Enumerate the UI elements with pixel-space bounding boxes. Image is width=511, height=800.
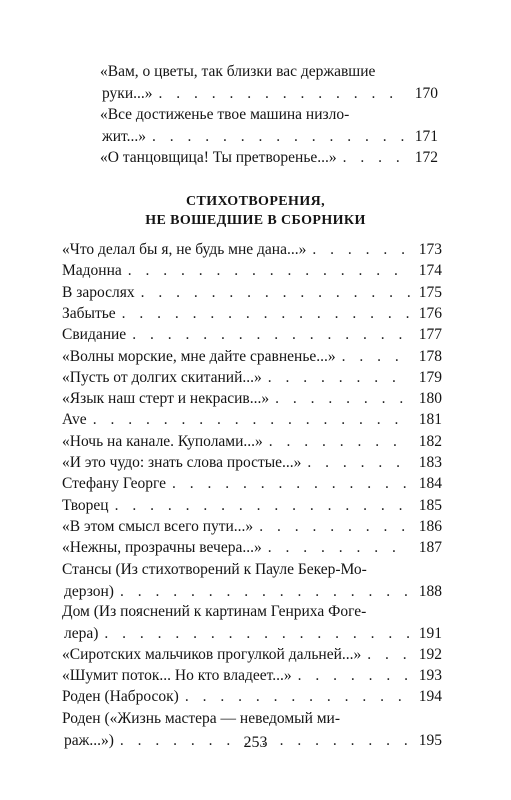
entry-title-line: Творец — [62, 496, 109, 514]
toc-entry — [62, 516, 442, 538]
entry-title-line: «И это чудо: знать слова простые...» — [62, 454, 302, 471]
entry-page-number: 170 — [414, 85, 438, 102]
entry-title-line: «В этом смысл всего пути...» — [62, 517, 254, 535]
leader-dots — [268, 537, 410, 559]
toc-entry — [100, 147, 438, 169]
entry-title-line: Стансы (Из стихотворений к Пауле Бекер-Мо- — [62, 560, 367, 578]
leader-dots — [298, 665, 410, 687]
leader-dots — [269, 431, 410, 453]
toc-entry — [100, 104, 438, 148]
leader-dots — [275, 388, 410, 410]
toc-entry — [62, 409, 442, 431]
entry-title-line: В зарослях — [62, 283, 135, 301]
entry-page-number: 172 — [414, 149, 438, 166]
toc-entry — [62, 495, 442, 517]
toc-entry — [62, 601, 442, 645]
toc-entry — [62, 388, 442, 410]
section-heading-line-1: СТИХОТВОРЕНИЯ, — [185, 194, 326, 209]
leader-dots — [104, 623, 410, 645]
entry-page-number: 171 — [414, 128, 438, 145]
toc-entry — [62, 282, 442, 304]
entry-title-line: лера) — [64, 625, 99, 643]
leader-dots — [141, 282, 410, 304]
leader-dots — [172, 473, 410, 495]
entry-title-line: «Сиротских мальчиков прогулкой дальней...» — [62, 645, 362, 663]
section-heading-line-2: НЕ ВОШЕДШИЕ В СБОРНИКИ — [145, 213, 366, 228]
leader-dots — [268, 367, 410, 389]
entry-page-number: 185 — [418, 496, 442, 514]
entry-title-line: дерзон) — [64, 582, 114, 600]
toc-entry — [62, 346, 442, 368]
leader-dots — [132, 324, 410, 346]
toc-entry — [62, 303, 442, 325]
leader-dots — [342, 346, 410, 368]
entry-title-line: жит...» — [102, 128, 146, 145]
toc-entry — [62, 686, 442, 708]
toc-entry — [62, 537, 442, 559]
entry-page-number: 184 — [418, 475, 442, 493]
leader-dots — [115, 495, 410, 517]
leader-dots — [343, 147, 406, 169]
toc-entry — [62, 644, 442, 666]
entry-page-number: 194 — [418, 688, 442, 706]
leader-dots — [307, 452, 410, 474]
entry-page-number: 188 — [418, 582, 442, 600]
leader-dots — [367, 644, 410, 666]
page-number: 253 — [243, 734, 268, 751]
entry-page-number: 192 — [418, 645, 442, 663]
entry-title-line: руки...» — [102, 85, 153, 102]
entry-title-line: «О танцовщица! Ты претворенье...» — [100, 149, 337, 166]
entry-title-line: «Язык наш стерт и некрасив...» — [62, 390, 270, 408]
entry-page-number: 174 — [418, 262, 442, 280]
entry-page-number: 176 — [418, 304, 442, 322]
entry-page-number: 180 — [418, 390, 442, 408]
entry-title-line: Ave — [62, 411, 87, 429]
toc-entry — [62, 324, 442, 346]
entry-title-line: «Волны морские, мне дайте сравненье...» — [62, 347, 336, 365]
entry-page-number: 183 — [418, 454, 442, 471]
toc-entry — [62, 452, 442, 474]
entry-title-line: «Ночь на канале. Куполами...» — [62, 432, 263, 450]
entry-page-number: 178 — [418, 347, 442, 365]
entry-title-line: Мадонна — [62, 262, 122, 280]
leader-dots — [120, 581, 410, 603]
entry-title-line: «Пусть от долгих скитаний...» — [62, 368, 262, 386]
leader-dots — [259, 516, 410, 538]
toc-entry — [62, 239, 442, 261]
leader-dots — [312, 239, 410, 261]
entry-title-line: «Нежны, прозрачны вечера...» — [62, 539, 262, 557]
entry-title-line: Роден (Набросок) — [62, 688, 179, 706]
leader-dots — [93, 409, 410, 431]
toc-entry — [100, 61, 438, 105]
entry-title-line: Забытье — [62, 304, 116, 322]
entry-page-number: 181 — [418, 411, 442, 429]
leader-dots — [122, 303, 410, 325]
entry-title-line: «Вам, о цветы, так близки вас державшие — [100, 63, 376, 80]
entry-page-number: 187 — [418, 539, 442, 557]
toc-entry — [62, 559, 442, 603]
entry-title-line: Свидание — [62, 326, 127, 344]
entry-title-line: Роден («Жизнь мастера — неведомый ми- — [62, 709, 341, 727]
entry-page-number: 191 — [418, 625, 442, 643]
entry-page-number: 195 — [418, 731, 442, 749]
entry-page-number: 193 — [418, 667, 442, 684]
entry-page-number: 173 — [418, 241, 442, 258]
toc-entry — [62, 665, 442, 687]
entry-title-line: «Шумит поток... Но кто владеет...» — [62, 667, 292, 684]
entry-page-number: 186 — [418, 517, 442, 535]
entry-page-number: 177 — [418, 326, 442, 344]
entry-page-number: 182 — [418, 432, 442, 450]
entry-title-line: Дом (Из пояснений к картинам Генриха Фоге- — [62, 603, 367, 621]
entry-title-line: «Что делал бы я, не будь мне дана...» — [62, 241, 307, 258]
leader-dots — [152, 126, 406, 148]
toc-entry — [62, 367, 442, 389]
entry-title-line: «Все достиженье твое машина низло- — [100, 106, 350, 123]
leader-dots — [185, 686, 410, 708]
entry-page-number: 179 — [418, 368, 442, 386]
toc-entry — [62, 473, 442, 495]
entry-title-line: раж...») — [64, 731, 114, 749]
toc-entry — [62, 260, 442, 282]
leader-dots — [159, 83, 407, 105]
leader-dots — [128, 260, 410, 282]
entry-title-line: Стефану Георге — [62, 475, 167, 493]
entry-page-number: 175 — [418, 283, 442, 301]
toc-entry — [62, 431, 442, 453]
